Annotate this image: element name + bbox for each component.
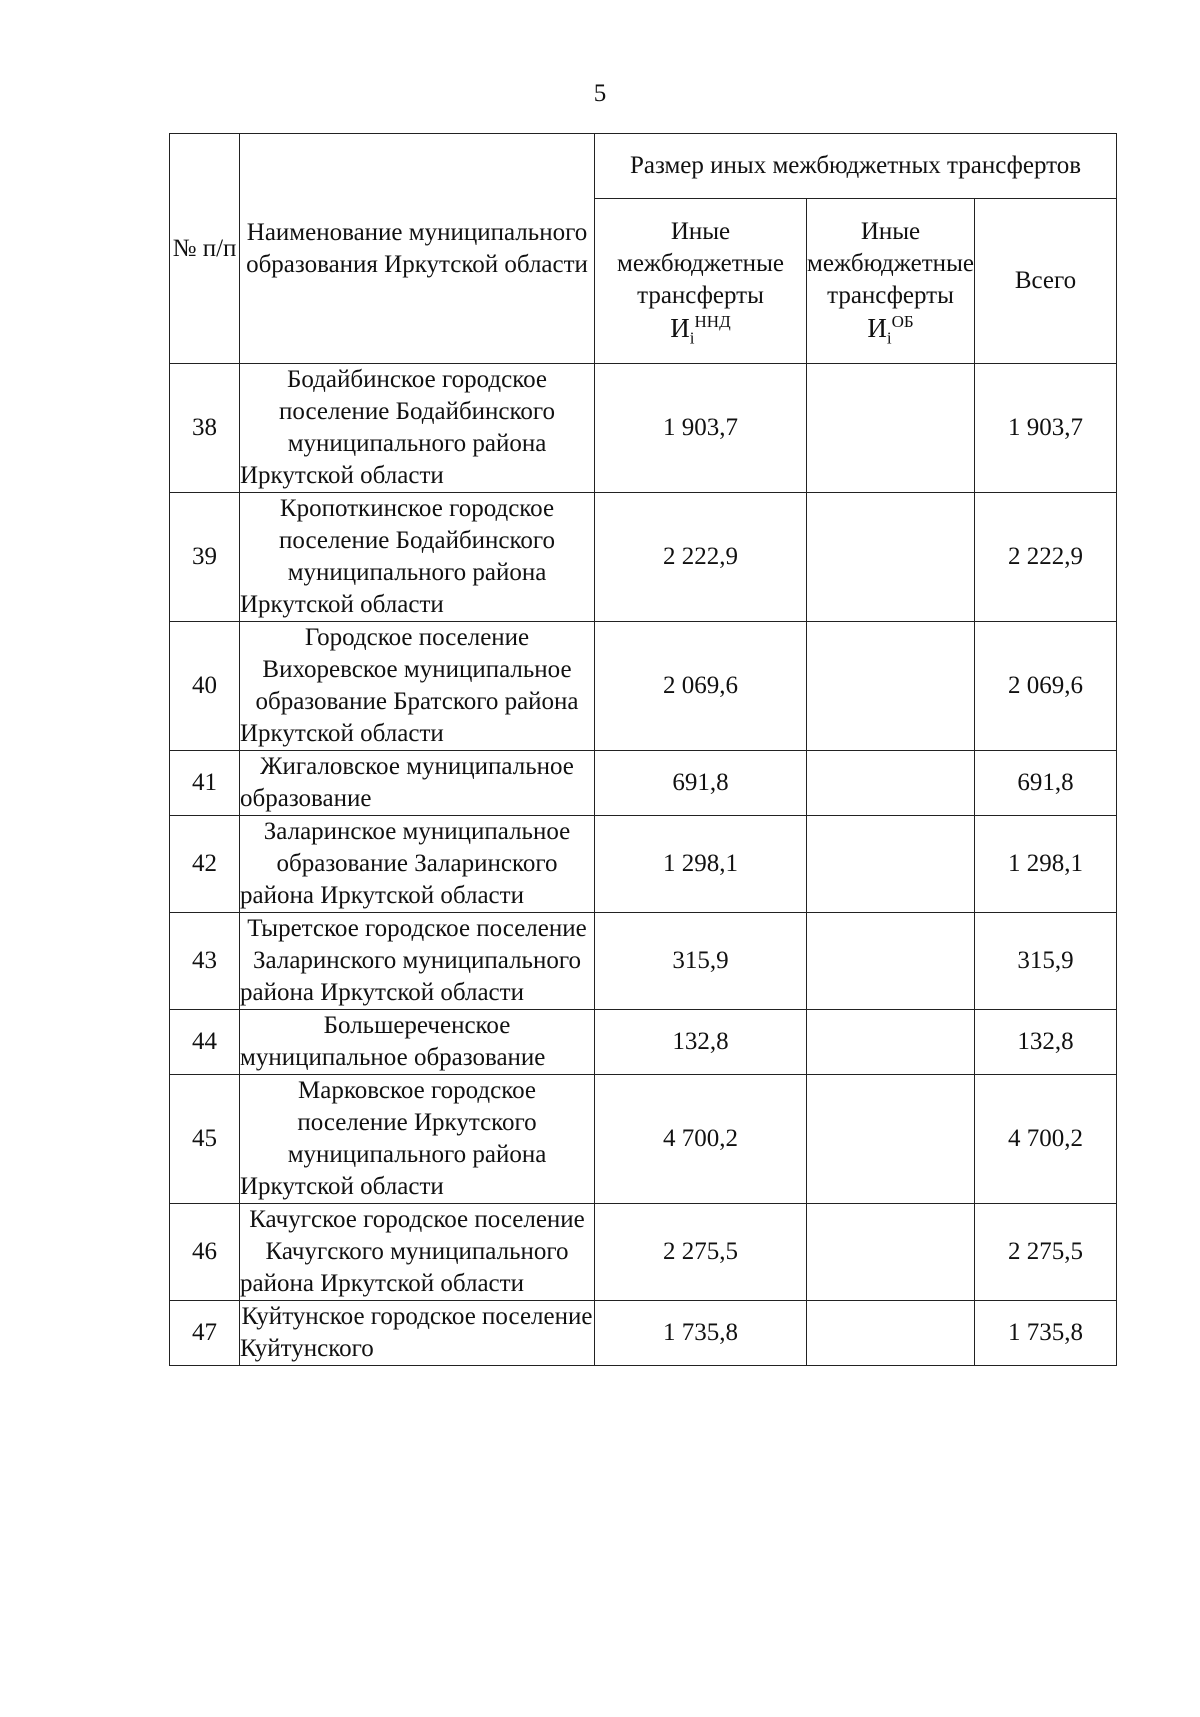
header-nnd-label: Иные межбюджетные трансферты xyxy=(617,218,784,309)
row-total-value: 315,9 xyxy=(975,913,1117,1010)
row-ob-value xyxy=(807,1010,975,1075)
row-ob-value xyxy=(807,751,975,816)
row-total-value: 1 903,7 xyxy=(975,364,1117,493)
row-nnd-value: 691,8 xyxy=(595,751,807,816)
row-number: 42 xyxy=(170,816,240,913)
row-number: 47 xyxy=(170,1301,240,1366)
row-total-value: 4 700,2 xyxy=(975,1075,1117,1204)
row-name: Бодайбинское городское поселение Бодайбинского муниципального района Иркутской области xyxy=(240,364,595,493)
row-number: 40 xyxy=(170,622,240,751)
header-name: Наименование муниципального образования Иркутской области xyxy=(240,134,595,364)
table-row xyxy=(170,816,1117,913)
header-ob xyxy=(807,199,975,364)
table-row xyxy=(170,913,1117,1010)
row-name: Большереченское муниципальное образование xyxy=(240,1010,595,1075)
table-row xyxy=(170,493,1117,622)
row-nnd-value: 1 298,1 xyxy=(595,816,807,913)
row-nnd-value: 1 735,8 xyxy=(595,1301,807,1366)
page-number: 5 xyxy=(593,80,607,107)
table-row xyxy=(170,1301,1117,1366)
table-row xyxy=(170,622,1117,751)
row-name: Марковское городское поселение Иркутского муниципального района Иркутской области xyxy=(240,1075,595,1204)
row-number: 46 xyxy=(170,1204,240,1301)
row-nnd-value: 315,9 xyxy=(595,913,807,1010)
header-group: Размер иных межбюджетных трансфертов xyxy=(595,134,1117,199)
row-ob-value xyxy=(807,1301,975,1366)
row-number: 43 xyxy=(170,913,240,1010)
table-row xyxy=(170,1204,1117,1301)
header-number: № п/п xyxy=(170,134,240,364)
row-nnd-value: 2 069,6 xyxy=(595,622,807,751)
row-name: Жигаловское муниципальное образование xyxy=(240,751,595,816)
transfers-table xyxy=(169,133,1117,1366)
row-total-value: 1 298,1 xyxy=(975,816,1117,913)
header-total: Всего xyxy=(975,199,1117,364)
row-total-value: 2 222,9 xyxy=(975,493,1117,622)
row-nnd-value: 2 222,9 xyxy=(595,493,807,622)
row-total-value: 691,8 xyxy=(975,751,1117,816)
row-total-value: 2 275,5 xyxy=(975,1204,1117,1301)
row-ob-value xyxy=(807,364,975,493)
table-row xyxy=(170,364,1117,493)
row-ob-value xyxy=(807,913,975,1010)
table-row xyxy=(170,1010,1117,1075)
header-nnd-symbol: $И_i^{ННД}$ xyxy=(670,312,731,348)
row-name: Заларинское муниципальное образование Заларинского района Иркутской области xyxy=(240,816,595,913)
header-row-top xyxy=(170,134,1117,199)
header-nnd xyxy=(595,199,807,364)
row-nnd-value: 2 275,5 xyxy=(595,1204,807,1301)
row-name: Городское поселение Вихоревское муниципальное образование Братского района Иркутской области xyxy=(240,622,595,751)
header-ob-symbol: $И_i^{ОБ}$ xyxy=(867,312,914,348)
row-number: 41 xyxy=(170,751,240,816)
row-ob-value xyxy=(807,1204,975,1301)
table-row xyxy=(170,1075,1117,1204)
row-total-value: 1 735,8 xyxy=(975,1301,1117,1366)
row-nnd-value: 132,8 xyxy=(595,1010,807,1075)
row-number: 38 xyxy=(170,364,240,493)
row-ob-value xyxy=(807,816,975,913)
header-ob-label: Иные межбюджетные трансферты xyxy=(807,218,974,309)
row-name: Тыретское городское поселение Заларинского муниципального района Иркутской области xyxy=(240,913,595,1010)
row-nnd-value: 4 700,2 xyxy=(595,1075,807,1204)
row-ob-value xyxy=(807,493,975,622)
row-number: 39 xyxy=(170,493,240,622)
row-total-value: 132,8 xyxy=(975,1010,1117,1075)
row-nnd-value: 1 903,7 xyxy=(595,364,807,493)
row-total-value: 2 069,6 xyxy=(975,622,1117,751)
row-ob-value xyxy=(807,1075,975,1204)
table-row xyxy=(170,751,1117,816)
row-name: Кропоткинское городское поселение Бодайбинского муниципального района Иркутской области xyxy=(240,493,595,622)
row-name: Качугское городское поселение Качугского муниципального района Иркутской области xyxy=(240,1204,595,1301)
row-number: 45 xyxy=(170,1075,240,1204)
row-number: 44 xyxy=(170,1010,240,1075)
row-name: Куйтунское городское поселение Куйтунского xyxy=(240,1301,595,1366)
row-ob-value xyxy=(807,622,975,751)
